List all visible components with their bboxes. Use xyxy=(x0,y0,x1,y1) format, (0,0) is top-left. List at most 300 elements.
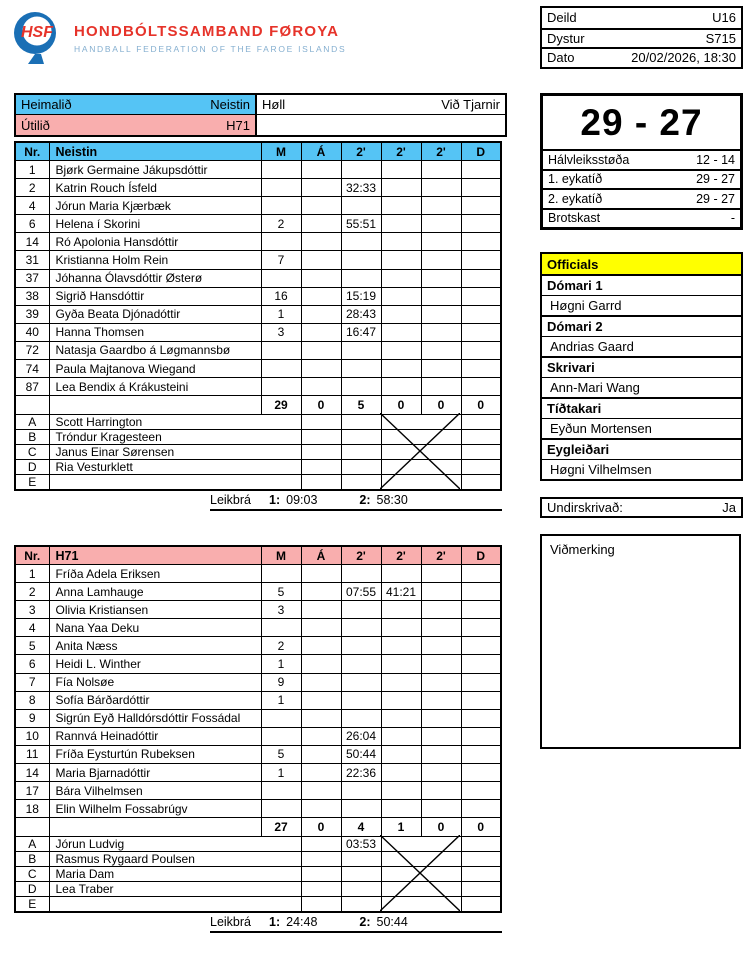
player-stat-0 xyxy=(261,709,301,727)
bench-name: Lea Traber xyxy=(49,881,301,896)
totals-value-3: 0 xyxy=(381,396,421,415)
totals-value-5: 0 xyxy=(461,818,501,837)
nr-column-header: Nr. xyxy=(15,546,49,565)
bench-name: Maria Dam xyxy=(49,866,301,881)
player-stat-3 xyxy=(381,215,421,233)
player-stat-5 xyxy=(461,709,501,727)
leikbra-half1-label: 1: xyxy=(269,492,281,507)
signature-label: Undirskrivað: xyxy=(547,500,623,515)
player-stat-4 xyxy=(421,360,461,378)
player-stat-1 xyxy=(301,727,341,745)
bench-stat-merged xyxy=(381,881,461,896)
timekeeper-role: Tíðtakari xyxy=(542,397,741,418)
observer-name: Høgni Vilhelmsen xyxy=(542,459,741,480)
bench-row xyxy=(15,881,501,896)
signature-box xyxy=(540,497,743,518)
svg-text:HSF: HSF xyxy=(21,24,53,41)
bench-letter: C xyxy=(15,866,49,881)
bench-stat-3 xyxy=(461,474,501,490)
player-stat-0 xyxy=(261,341,301,359)
federation-name: HONDBÓLTSSAMBAND FØROYA xyxy=(74,23,340,40)
bench-stat-1 xyxy=(341,474,381,490)
dystur-label: Dystur xyxy=(547,30,585,46)
player-number: 31 xyxy=(15,251,49,269)
leikbra-half2-label: 2: xyxy=(359,492,371,507)
player-number: 3 xyxy=(15,601,49,619)
player-stat-0: 7 xyxy=(261,251,301,269)
player-name: Hanna Thomsen xyxy=(49,323,261,341)
leikbra-label: Leikbrá xyxy=(210,914,251,929)
player-stat-3 xyxy=(381,233,421,251)
player-name: Olivia Kristiansen xyxy=(49,601,261,619)
totals-value-0: 27 xyxy=(261,818,301,837)
player-stat-3 xyxy=(381,691,421,709)
player-stat-4 xyxy=(421,709,461,727)
player-number: 2 xyxy=(15,179,49,197)
remarks-label: Viðmerking xyxy=(550,542,615,557)
player-stat-2 xyxy=(341,565,381,583)
totals-row xyxy=(15,396,501,415)
player-stat-3 xyxy=(381,305,421,323)
bench-stat-3 xyxy=(461,851,501,866)
away-label: Útilið xyxy=(21,117,50,133)
player-stat-2: 50:44 xyxy=(341,745,381,763)
player-stat-2 xyxy=(341,341,381,359)
officials-title: Officials xyxy=(542,254,741,274)
player-name: Lea Bendix á Krákusteini xyxy=(49,378,261,396)
player-number: 6 xyxy=(15,215,49,233)
player-stat-0: 16 xyxy=(261,287,301,305)
player-row xyxy=(15,341,501,359)
leikbra-half2-label: 2: xyxy=(359,914,371,929)
player-stat-1 xyxy=(301,709,341,727)
player-number: 87 xyxy=(15,378,49,396)
player-stat-0 xyxy=(261,269,301,287)
leikbra-half1-label: 1: xyxy=(269,914,281,929)
federation-name-block xyxy=(74,6,346,54)
player-row xyxy=(15,305,501,323)
bench-stat-merged xyxy=(381,896,461,912)
player-stat-2 xyxy=(341,233,381,251)
totals-value-4: 0 xyxy=(421,396,461,415)
player-stat-1 xyxy=(301,601,341,619)
player-stat-5 xyxy=(461,673,501,691)
player-number: 4 xyxy=(15,197,49,215)
player-stat-1 xyxy=(301,161,341,179)
bench-stat-merged xyxy=(381,444,461,459)
player-number: 14 xyxy=(15,233,49,251)
player-number: 8 xyxy=(15,691,49,709)
bench-stat-1 xyxy=(341,444,381,459)
halftime-row xyxy=(543,149,740,169)
player-stat-0 xyxy=(261,378,301,396)
player-row xyxy=(15,800,501,818)
bench-stat-1 xyxy=(341,429,381,444)
player-number: 14 xyxy=(15,764,49,782)
bench-stat-3 xyxy=(461,414,501,429)
player-stat-5 xyxy=(461,800,501,818)
bench-stat-3 xyxy=(461,459,501,474)
totals-value-2: 5 xyxy=(341,396,381,415)
stat-column-header-3: 2' xyxy=(381,546,421,565)
bench-name: Rasmus Rygaard Poulsen xyxy=(49,851,301,866)
penalty-label: Brotskast xyxy=(548,211,601,226)
player-stat-4 xyxy=(421,619,461,637)
player-stat-0 xyxy=(261,197,301,215)
bench-row xyxy=(15,896,501,912)
player-name: Gyða Beata Djónadóttir xyxy=(49,305,261,323)
bench-stat-0 xyxy=(301,896,341,912)
player-stat-3 xyxy=(381,727,421,745)
player-name: Anita Næss xyxy=(49,637,261,655)
roster-header-row xyxy=(15,546,501,565)
extratime1-value: 29 - 27 xyxy=(696,172,735,187)
player-stat-0 xyxy=(261,800,301,818)
player-stat-4 xyxy=(421,727,461,745)
penalty-row xyxy=(543,208,740,228)
observer-role: Eygleiðari xyxy=(542,438,741,459)
player-name: Nana Yaa Deku xyxy=(49,619,261,637)
final-score: 29 - 27 xyxy=(580,101,703,143)
player-stat-4 xyxy=(421,782,461,800)
totals-value-1: 0 xyxy=(301,396,341,415)
bench-name: Ria Vesturklett xyxy=(49,459,301,474)
referee1-name: Høgni Garrd xyxy=(542,295,741,316)
bench-stat-1: 03:53 xyxy=(341,836,381,851)
player-stat-4 xyxy=(421,583,461,601)
leikbra-line xyxy=(210,913,502,933)
player-stat-3 xyxy=(381,378,421,396)
bench-stat-0 xyxy=(301,474,341,490)
team-name-header: Neistin xyxy=(49,142,261,161)
player-stat-5 xyxy=(461,378,501,396)
bench-stat-3 xyxy=(461,444,501,459)
player-stat-2 xyxy=(341,161,381,179)
player-name: Maria Bjarnadóttir xyxy=(49,764,261,782)
player-stat-1 xyxy=(301,251,341,269)
player-stat-4 xyxy=(421,305,461,323)
bench-stat-merged xyxy=(381,474,461,490)
player-stat-0: 1 xyxy=(261,655,301,673)
player-stat-5 xyxy=(461,619,501,637)
player-stat-2 xyxy=(341,691,381,709)
player-stat-2 xyxy=(341,782,381,800)
totals-value-4: 0 xyxy=(421,818,461,837)
player-number: 1 xyxy=(15,161,49,179)
home-team-row xyxy=(16,95,257,115)
player-stat-2 xyxy=(341,619,381,637)
player-stat-5 xyxy=(461,745,501,763)
bench-row xyxy=(15,474,501,490)
player-stat-3 xyxy=(381,323,421,341)
player-stat-0: 1 xyxy=(261,305,301,323)
halftime-label: Hálvleiksstøða xyxy=(548,152,630,167)
player-row xyxy=(15,583,501,601)
totals-empty-nr xyxy=(15,818,49,837)
bench-stat-0 xyxy=(301,459,341,474)
player-number: 1 xyxy=(15,565,49,583)
bench-stat-0 xyxy=(301,429,341,444)
player-row xyxy=(15,269,501,287)
player-name: Fríða Eysturtún Rubeksen xyxy=(49,745,261,763)
bench-stat-3 xyxy=(461,429,501,444)
hall-name: Við Tjarnir xyxy=(441,97,500,112)
player-stat-0: 1 xyxy=(261,764,301,782)
leikbra-label: Leikbrá xyxy=(210,492,251,507)
player-number: 10 xyxy=(15,727,49,745)
player-stat-0 xyxy=(261,360,301,378)
player-stat-5 xyxy=(461,197,501,215)
leikbra-footer xyxy=(14,913,502,933)
player-row xyxy=(15,287,501,305)
extratime2-row xyxy=(543,188,740,208)
player-row xyxy=(15,197,501,215)
halftime-value: 12 - 14 xyxy=(696,152,735,167)
player-number: 6 xyxy=(15,655,49,673)
player-stat-4 xyxy=(421,800,461,818)
bench-letter: D xyxy=(15,881,49,896)
player-number: 9 xyxy=(15,709,49,727)
player-stat-4 xyxy=(421,215,461,233)
player-row xyxy=(15,251,501,269)
bench-letter: E xyxy=(15,896,49,912)
player-row xyxy=(15,161,501,179)
bench-stat-0 xyxy=(301,444,341,459)
player-stat-1 xyxy=(301,341,341,359)
player-stat-1 xyxy=(301,360,341,378)
bench-stat-1 xyxy=(341,851,381,866)
deild-label: Deild xyxy=(547,10,577,26)
player-name: Heidi L. Winther xyxy=(49,655,261,673)
player-number: 74 xyxy=(15,360,49,378)
extratime2-label: 2. eykatíð xyxy=(548,191,603,206)
player-name: Bára Vilhelmsen xyxy=(49,782,261,800)
player-stat-2: 22:36 xyxy=(341,764,381,782)
player-stat-1 xyxy=(301,800,341,818)
player-stat-0: 3 xyxy=(261,323,301,341)
player-stat-5 xyxy=(461,637,501,655)
player-name: Fríða Adela Eriksen xyxy=(49,565,261,583)
deild-row xyxy=(542,8,741,28)
leikbra-half1-value: 24:48 xyxy=(286,914,318,929)
player-name: Jóhanna Ólavsdóttir Østerø xyxy=(49,269,261,287)
player-stat-1 xyxy=(301,637,341,655)
stat-column-header-2: 2' xyxy=(341,546,381,565)
player-row xyxy=(15,727,501,745)
player-stat-2: 28:43 xyxy=(341,305,381,323)
player-name: Bjørk Germaine Jákupsdóttir xyxy=(49,161,261,179)
player-number: 37 xyxy=(15,269,49,287)
referee2-name: Andrias Gaard xyxy=(542,336,741,357)
leikbra-half1-value: 09:03 xyxy=(286,492,318,507)
player-row xyxy=(15,323,501,341)
bench-row xyxy=(15,836,501,851)
dystur-value: S715 xyxy=(705,30,736,46)
bench-row xyxy=(15,866,501,881)
player-stat-4 xyxy=(421,233,461,251)
player-stat-2 xyxy=(341,655,381,673)
player-name: Anna Lamhauge xyxy=(49,583,261,601)
player-stat-4 xyxy=(421,287,461,305)
totals-row xyxy=(15,818,501,837)
player-stat-5 xyxy=(461,655,501,673)
leikbra-half2-value: 58:30 xyxy=(376,492,408,507)
player-stat-0: 2 xyxy=(261,637,301,655)
player-stat-4 xyxy=(421,251,461,269)
home-roster-section xyxy=(14,141,504,511)
team-name-header: H71 xyxy=(49,546,261,565)
player-stat-3: 41:21 xyxy=(381,583,421,601)
referee1-role: Dómari 1 xyxy=(542,274,741,295)
extratime1-label: 1. eykatíð xyxy=(548,172,603,187)
player-row xyxy=(15,637,501,655)
bench-stat-1 xyxy=(341,459,381,474)
player-stat-0 xyxy=(261,727,301,745)
player-stat-1 xyxy=(301,287,341,305)
player-stat-5 xyxy=(461,341,501,359)
player-name: Sigrún Eyð Halldórsdóttir Fossádal xyxy=(49,709,261,727)
player-stat-3 xyxy=(381,341,421,359)
stat-column-header-0: M xyxy=(261,142,301,161)
player-stat-5 xyxy=(461,691,501,709)
player-stat-4 xyxy=(421,691,461,709)
player-stat-5 xyxy=(461,287,501,305)
stat-column-header-0: M xyxy=(261,546,301,565)
stat-column-header-4: 2' xyxy=(421,546,461,565)
player-stat-4 xyxy=(421,655,461,673)
player-stat-5 xyxy=(461,727,501,745)
totals-value-1: 0 xyxy=(301,818,341,837)
player-stat-3 xyxy=(381,287,421,305)
player-row xyxy=(15,764,501,782)
roster-header-row xyxy=(15,142,501,161)
player-stat-3 xyxy=(381,161,421,179)
player-row xyxy=(15,745,501,763)
player-stat-0: 2 xyxy=(261,215,301,233)
player-stat-0: 1 xyxy=(261,691,301,709)
hsf-logo-icon xyxy=(10,6,62,68)
bench-stat-3 xyxy=(461,896,501,912)
player-name: Jórun Maria Kjærbæk xyxy=(49,197,261,215)
bench-name: Jórun Ludvig xyxy=(49,836,301,851)
timekeeper-name: Eyðun Mortensen xyxy=(542,418,741,439)
player-stat-4 xyxy=(421,179,461,197)
player-stat-3 xyxy=(381,800,421,818)
bench-stat-merged xyxy=(381,836,461,851)
player-stat-5 xyxy=(461,305,501,323)
totals-empty-nr xyxy=(15,396,49,415)
bench-stat-merged xyxy=(381,866,461,881)
bench-name xyxy=(49,474,301,490)
player-stat-5 xyxy=(461,583,501,601)
player-stat-0 xyxy=(261,619,301,637)
player-stat-3 xyxy=(381,637,421,655)
stat-column-header-5: D xyxy=(461,142,501,161)
totals-value-3: 1 xyxy=(381,818,421,837)
stat-column-header-1: Á xyxy=(301,546,341,565)
player-stat-4 xyxy=(421,378,461,396)
referee2-role: Dómari 2 xyxy=(542,315,741,336)
bench-row xyxy=(15,414,501,429)
bench-letter: B xyxy=(15,851,49,866)
player-row xyxy=(15,673,501,691)
player-stat-2 xyxy=(341,601,381,619)
player-stat-2 xyxy=(341,360,381,378)
player-name: Helena í Skorini xyxy=(49,215,261,233)
bench-letter: D xyxy=(15,459,49,474)
federation-header xyxy=(10,6,346,68)
player-row xyxy=(15,179,501,197)
bench-stat-3 xyxy=(461,866,501,881)
hall-row xyxy=(257,95,505,115)
player-stat-4 xyxy=(421,673,461,691)
player-stat-1 xyxy=(301,323,341,341)
leikbra-line xyxy=(210,491,502,511)
player-number: 5 xyxy=(15,637,49,655)
player-row xyxy=(15,782,501,800)
totals-value-2: 4 xyxy=(341,818,381,837)
remarks-box xyxy=(540,534,741,749)
signature-value: Ja xyxy=(722,500,736,515)
bench-stat-merged xyxy=(381,851,461,866)
bench-row xyxy=(15,851,501,866)
player-stat-0 xyxy=(261,782,301,800)
bench-row xyxy=(15,429,501,444)
player-name: Ró Apolonia Hansdóttir xyxy=(49,233,261,251)
player-number: 4 xyxy=(15,619,49,637)
player-stat-5 xyxy=(461,251,501,269)
player-name: Katrin Rouch Ísfeld xyxy=(49,179,261,197)
player-row xyxy=(15,378,501,396)
player-number: 17 xyxy=(15,782,49,800)
bench-stat-merged xyxy=(381,459,461,474)
bench-name: Scott Harrington xyxy=(49,414,301,429)
player-stat-4 xyxy=(421,565,461,583)
player-stat-3 xyxy=(381,360,421,378)
player-stat-1 xyxy=(301,691,341,709)
player-stat-4 xyxy=(421,197,461,215)
match-info-box xyxy=(540,6,743,69)
player-name: Kristianna Holm Rein xyxy=(49,251,261,269)
player-name: Paula Majtanova Wiegand xyxy=(49,360,261,378)
player-stat-0 xyxy=(261,161,301,179)
player-row xyxy=(15,215,501,233)
player-stat-5 xyxy=(461,764,501,782)
bench-letter: E xyxy=(15,474,49,490)
bench-letter: C xyxy=(15,444,49,459)
bench-name: Tróndur Kragesteen xyxy=(49,429,301,444)
deild-value: U16 xyxy=(712,10,736,26)
player-stat-5 xyxy=(461,215,501,233)
stat-column-header-4: 2' xyxy=(421,142,461,161)
player-stat-2 xyxy=(341,673,381,691)
player-stat-1 xyxy=(301,197,341,215)
dato-label: Dato xyxy=(547,50,575,66)
bench-stat-3 xyxy=(461,881,501,896)
bench-stat-merged xyxy=(381,429,461,444)
secretary-role: Skrivari xyxy=(542,356,741,377)
stat-column-header-1: Á xyxy=(301,142,341,161)
player-row xyxy=(15,565,501,583)
away-team-name: H71 xyxy=(226,117,250,133)
hall-label: Høll xyxy=(262,97,286,112)
roster-table-Neistin xyxy=(14,141,502,491)
bench-row xyxy=(15,459,501,474)
bench-row xyxy=(15,444,501,459)
player-stat-0: 9 xyxy=(261,673,301,691)
player-stat-5 xyxy=(461,179,501,197)
player-number: 11 xyxy=(15,745,49,763)
